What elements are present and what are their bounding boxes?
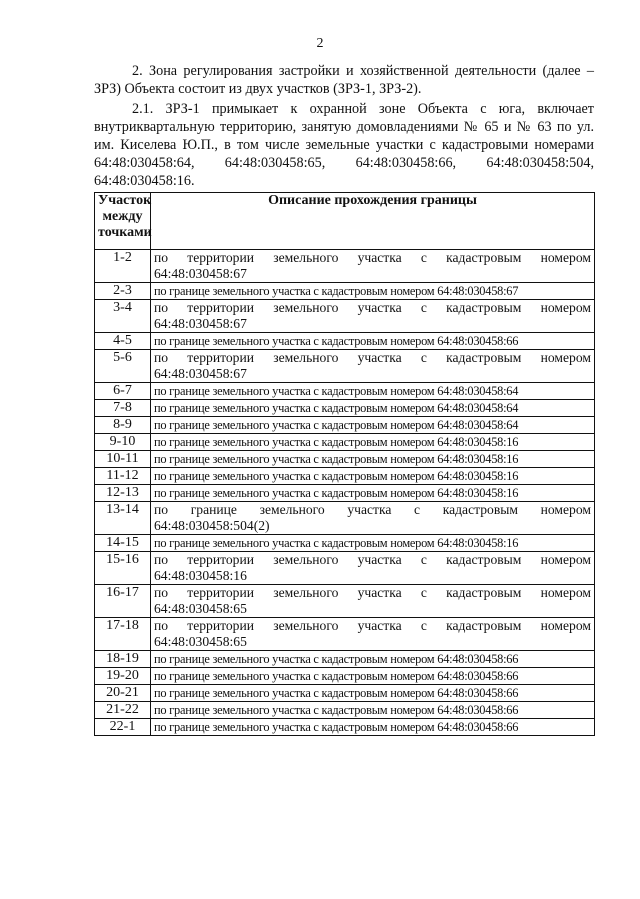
table-row bbox=[95, 451, 595, 468]
header-description: Описание прохождения границы bbox=[151, 193, 595, 250]
description-cell: по границе земельного участка с кадастровым номером 64:48:030458:16 bbox=[151, 535, 595, 552]
table-row bbox=[95, 585, 595, 618]
table-row bbox=[95, 535, 595, 552]
table-row bbox=[95, 283, 595, 300]
segment-cell: 5-6 bbox=[95, 350, 151, 383]
segment-cell: 17-18 bbox=[95, 618, 151, 651]
table-row bbox=[95, 502, 595, 535]
segment-cell: 6-7 bbox=[95, 383, 151, 400]
segment-cell: 15-16 bbox=[95, 552, 151, 585]
table-body bbox=[95, 250, 595, 736]
segment-cell: 10-11 bbox=[95, 451, 151, 468]
description-cell: по границе земельного участка с кадастровым номером 64:48:030458:64 bbox=[151, 400, 595, 417]
page-number: 2 bbox=[316, 36, 324, 51]
segment-cell: 16-17 bbox=[95, 585, 151, 618]
segment-cell: 2-3 bbox=[95, 283, 151, 300]
description-cell: по границе земельного участка с кадастровым номером 64:48:030458:16 bbox=[151, 434, 595, 451]
description-cell: по границе земельного участка с кадастровым номером 64:48:030458:66 bbox=[151, 333, 595, 350]
description-cell: по границе земельного участка с кадастровым номером 64:48:030458:66 bbox=[151, 719, 595, 736]
table-row bbox=[95, 383, 595, 400]
table-row bbox=[95, 400, 595, 417]
description-cell: по границе земельного участка с кадастровым номером 64:48:030458:16 bbox=[151, 468, 595, 485]
description-cell: по границе земельного участка с кадастровым номером 64:48:030458:66 bbox=[151, 668, 595, 685]
segment-cell: 20-21 bbox=[95, 685, 151, 702]
description-cell: по границе земельного участка с кадастровым номером 64:48:030458:66 bbox=[151, 702, 595, 719]
header-segment: Участок между точками bbox=[95, 193, 151, 250]
table-row bbox=[95, 618, 595, 651]
table-row bbox=[95, 434, 595, 451]
table-header-row bbox=[95, 193, 595, 250]
segment-cell: 7-8 bbox=[95, 400, 151, 417]
table-row bbox=[95, 668, 595, 685]
description-cell: по границе земельного участка с кадастровым номером 64:48:030458:16 bbox=[151, 451, 595, 468]
segment-cell: 1-2 bbox=[95, 250, 151, 283]
table-row bbox=[95, 702, 595, 719]
table-row bbox=[95, 468, 595, 485]
description-cell: по границе земельного участка с кадастровым номером 64:48:030458:64 bbox=[151, 417, 595, 434]
description-cell: по границе земельного участка с кадастровым номером 64:48:030458:67 bbox=[151, 283, 595, 300]
segment-cell: 4-5 bbox=[95, 333, 151, 350]
description-cell: по территории земельного участка с кадастровым номером 64:48:030458:67 bbox=[151, 300, 595, 333]
table-row bbox=[95, 552, 595, 585]
table-row bbox=[95, 300, 595, 333]
paragraph-zrz1-description: 2.1. ЗРЗ-1 примыкает к охранной зоне Объекта с юга, включает внутриквартальную территорию, занятую домовладениями № 65 и № 63 по ул. им. Киселева Ю.П., в том числе земельные участки с кадастровыми номерами 64:48:030458:64, 64:48:030458:65, 64:48:030458:66, 64:48:030458:504, 64:48:030458:16. bbox=[94, 101, 594, 189]
table-row bbox=[95, 485, 595, 502]
table-row bbox=[95, 685, 595, 702]
description-cell: по границе земельного участка с кадастровым номером 64:48:030458:16 bbox=[151, 485, 595, 502]
segment-cell: 19-20 bbox=[95, 668, 151, 685]
segment-cell: 3-4 bbox=[95, 300, 151, 333]
segment-cell: 11-12 bbox=[95, 468, 151, 485]
description-cell: по территории земельного участка с кадастровым номером 64:48:030458:65 bbox=[151, 618, 595, 651]
table-row bbox=[95, 417, 595, 434]
segment-cell: 18-19 bbox=[95, 651, 151, 668]
description-cell: по территории земельного участка с кадастровым номером 64:48:030458:65 bbox=[151, 585, 595, 618]
description-cell: по границе земельного участка с кадастровым номером 64:48:030458:66 bbox=[151, 685, 595, 702]
segment-cell: 12-13 bbox=[95, 485, 151, 502]
segment-cell: 21-22 bbox=[95, 702, 151, 719]
segment-cell: 14-15 bbox=[95, 535, 151, 552]
description-cell: по границе земельного участка с кадастровым номером 64:48:030458:504(2) bbox=[151, 502, 595, 535]
description-cell: по территории земельного участка с кадастровым номером 64:48:030458:16 bbox=[151, 552, 595, 585]
boundary-table bbox=[94, 192, 595, 736]
table-row bbox=[95, 333, 595, 350]
segment-cell: 22-1 bbox=[95, 719, 151, 736]
segment-cell: 9-10 bbox=[95, 434, 151, 451]
segment-cell: 13-14 bbox=[95, 502, 151, 535]
table-row bbox=[95, 350, 595, 383]
segment-cell: 8-9 bbox=[95, 417, 151, 434]
table-row bbox=[95, 651, 595, 668]
description-cell: по границе земельного участка с кадастровым номером 64:48:030458:66 bbox=[151, 651, 595, 668]
description-cell: по территории земельного участка с кадастровым номером 64:48:030458:67 bbox=[151, 250, 595, 283]
paragraph-zone-description: 2. Зона регулирования застройки и хозяйственной деятельности (далее – ЗРЗ) Объекта состоит из двух участков (ЗРЗ-1, ЗРЗ-2). bbox=[94, 63, 594, 97]
table-row bbox=[95, 719, 595, 736]
table-row bbox=[95, 250, 595, 283]
description-cell: по территории земельного участка с кадастровым номером 64:48:030458:67 bbox=[151, 350, 595, 383]
description-cell: по границе земельного участка с кадастровым номером 64:48:030458:64 bbox=[151, 383, 595, 400]
